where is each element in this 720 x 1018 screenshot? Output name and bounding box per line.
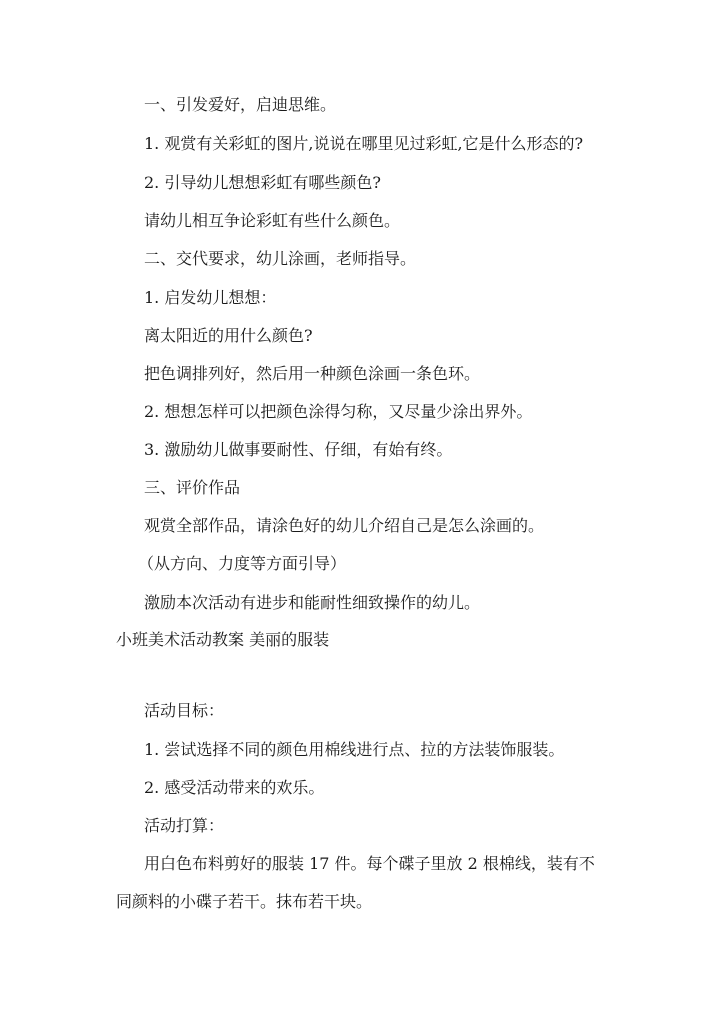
subheading-preparation: 活动打算：: [144, 816, 225, 835]
paragraph-line: 离太阳近的用什么颜色?: [144, 326, 313, 345]
paragraph-line: 2. 想想怎样可以把颜色涂得匀称，又尽量少涂出界外。: [144, 402, 533, 421]
paragraph-line: 2. 引导幼儿想想彩虹有哪些颜色?: [144, 173, 381, 192]
paragraph-line: 3. 激励幼儿做事要耐性、仔细，有始有终。: [144, 440, 453, 459]
document-title: 小班美术活动教案 美丽的服装: [116, 630, 330, 649]
section-heading-3: 三、评价作品: [144, 478, 241, 497]
paragraph-line: 1. 尝试选择不同的颜色用棉线进行点、拉的方法装饰服装。: [144, 740, 565, 759]
paragraph-line: （从方向、力度等方面引导）: [138, 554, 347, 573]
section-heading-2: 二、交代要求，幼儿涂画，老师指导。: [144, 249, 417, 268]
paragraph-line: 观赏全部作品，请涂色好的幼儿介绍自己是怎么涂画的。: [144, 516, 545, 535]
paragraph-line: 用白色布料剪好的服装 17 件。每个碟子里放 2 根棉线，装有不: [144, 854, 595, 873]
paragraph-line: 激励本次活动有进步和能耐性细致操作的幼儿。: [144, 593, 481, 612]
paragraph-line: 把色调排列好，然后用一种颜色涂画一条色环。: [144, 364, 481, 383]
paragraph-line: 2. 感受活动带来的欢乐。: [144, 778, 325, 797]
paragraph-line: 同颜料的小碟子若干。抹布若干块。: [116, 892, 373, 911]
section-heading-1: 一、引发爱好，启迪思维。: [144, 95, 337, 114]
paragraph-line: 1. 启发幼儿想想：: [144, 288, 277, 307]
paragraph-line: 1. 观赏有关彩虹的图片,说说在哪里见过彩虹,它是什么形态的?: [144, 134, 584, 153]
paragraph-line: 请幼儿相互争论彩虹有些什么颜色。: [144, 211, 401, 230]
subheading-objectives: 活动目标：: [144, 701, 225, 720]
